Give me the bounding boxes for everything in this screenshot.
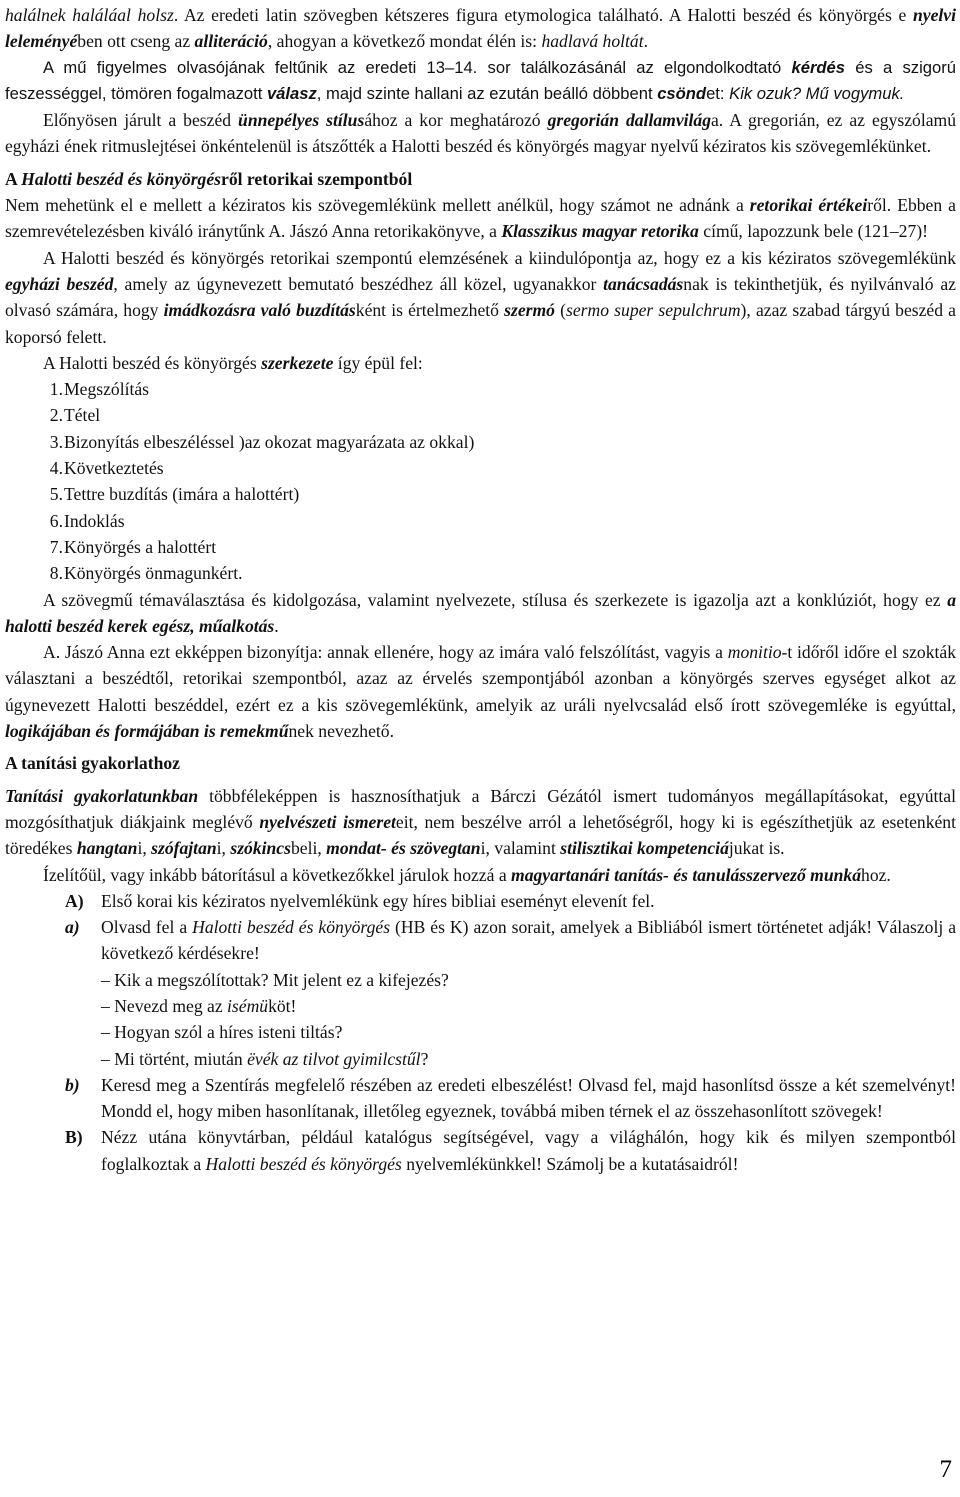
paragraph-teaching-1: Tanítási gyakorlatunkban többféleképpen is hasznosíthatjuk a Bárczi Gézától ismert tudományos megállapításokat, egyúttal mozgósíthatjuk diákjaink meglévő nyelvészeti ismereteit, nem beszélve arról a lehetőségről, hogy ki is egészíthetjük az esetenként töredékes hangtani, szófajtani, szókincsbeli, mondat- és szövegtani, valamint stilisztikai kompetenciájukat is.: [5, 785, 956, 859]
task-a: A) Első korai kis kéziratos nyelvemlékünk egy híres bibliai eseményt elevenít fel.: [5, 888, 956, 914]
question-2: – Nevezd meg az isémüköt!: [101, 995, 297, 1016]
structure-list: [5, 376, 956, 586]
task-b-label: B): [65, 1127, 83, 1148]
section-heading-rhetoric: A Halotti beszéd és könyörgésről retorikai szempontból: [5, 168, 413, 189]
paragraph-teaching-2: Ízelítőül, vagy inkább bátorításul a következőkkel járulok hozzá a magyartanári tanítás- és tanulásszervező munkához.: [43, 864, 891, 885]
paragraph-intro-3: Előnyösen járult a beszéd ünnepélyes stílusához a kor meghatározó gregorián dallamvilága. A gregorián, ez az egyszólamú egyházi ének ritmuslejtései önkéntelenül is átszőtték a Halotti beszéd és könyörgés magyar nyelvű kéziratos kis szövegemlékünket.: [5, 110, 956, 157]
list-item: 4. Következtetés: [49, 458, 164, 479]
list-item: 6. Indoklás: [49, 510, 125, 531]
list-item: 3. Bizonyítás elbeszéléssel )az okozat magyarázata az okkal): [49, 431, 475, 452]
page-number: 7: [939, 1456, 952, 1483]
paragraph-structure-intro: A Halotti beszéd és könyörgés szerkezete így épül fel:: [43, 352, 423, 373]
question-4: – Mi történt, miután ëvék az tilvot gyimilcstűl?: [101, 1048, 429, 1069]
task-a-b: b) Keresd meg a Szentírás megfelelő részében az eredeti elbeszélést! Olvasd fel, majd hasonlítsd össze a két szemelvényt! Mondd el, hogy miben hasonlítanak, illetőleg egyeznek, továbbá miben térnek el az összehasonlított szövegek!: [5, 1072, 956, 1125]
task-a-a-label: a): [65, 917, 80, 938]
list-item: 7. Könyörgés a halottért: [49, 536, 217, 557]
section-heading-teaching: A tanítási gyakorlathoz: [5, 753, 180, 774]
paragraph-jaszo: A. Jászó Anna ezt ekképpen bizonyítja: annak ellenére, hogy az imára való felszólítást, vagyis a monitio-t időről időre el szokták választani a beszédtől, retorikai szempontból, azaz az érvelés szempontjából azonban a könyörgés szerves egységet alkot az úgynevezett Halotti beszéddel, ezért ez a kis szövegemlékünk, amelyik az uráli nyelvcsalád első írott szövegemléke is egyúttal, logikájában és formájában is remekműnek nevezhető.: [5, 642, 956, 742]
question-1: – Kik a megszólítottak? Mit jelent ez a kifejezés?: [101, 969, 449, 990]
paragraph-rhetoric-1: Nem mehetünk el e mellett a kéziratos kis szövegemlékünk mellett anélkül, hogy számot ne adnánk a retorikai értékeiről. Ebben a szemrevételezésben kiváló iránytűnk A. Jászó Anna retorikakönyve, a Klasszikus magyar retorika című, lapozzunk bele (121–27)!: [5, 195, 956, 242]
task-a-label: A): [65, 890, 84, 911]
task-a-b-label: b): [65, 1074, 80, 1095]
list-item: 1. Megszólítás: [49, 379, 150, 400]
list-item: 2. Tétel: [49, 405, 101, 426]
paragraph-conclusion: A szövegmű témaválasztása és kidolgozása, valamint nyelvezete, stílusa és szerkezete is igazolja azt a konklúziót, hogy ez a halotti beszéd kerek egész, műalkotás.: [5, 589, 956, 636]
task-a-a: a) Olvasd fel a Halotti beszéd és könyörgés (HB és K) azon sorait, amelyek a Bibliából ismert történetet adják! Válaszolj a következő kérdésekre!: [5, 914, 956, 967]
task-b: B) Nézz utána könyvtárban, például katalógus segítségével, vagy a világhálón, hogy kik és milyen szempontból foglalkoztak a Halotti beszéd és könyörgés nyelvemlékünkkel! Számolj be a kutatásaidról!: [5, 1124, 956, 1177]
paragraph-rhetoric-2: A Halotti beszéd és könyörgés retorikai szempontú elemzésének a kiindulópontja az, hogy ez a kis kéziratos szövegemlékünk egyházi beszéd, amely az úgynevezett bemutató beszédhez áll közel, ugyanakkor tanácsadásnak is tekinthetjük, és nyilvánvaló az olvasó számára, hogy imádkozásra való buzdításként is értelmezhető szermó (sermo super sepulchrum), azaz szabad tárgyú beszéd a koporsó felett.: [5, 247, 956, 347]
paragraph-intro-2: A mű figyelmes olvasójának feltűnik az eredeti 13–14. sor találkozásánál az elgondolkodtató kérdés és a szigorú feszességgel, tömören fogalmazott válasz, majd szinte hallani az ezután beálló döbbent csöndet: Kik ozuk? Mű vogymuk.: [5, 57, 957, 103]
list-item: 8. Könyörgés önmagunkért.: [49, 563, 243, 584]
paragraph-intro-1: halálnek haláláal holsz. Az eredeti latin szövegben kétszeres figura etymologica található. A Halotti beszéd és könyörgés e nyelvi leleményében ott cseng az alliteráció, ahogyan a következő mondat élén is: hadlavá holtát.: [5, 5, 956, 52]
question-3: – Hogyan szól a híres isteni tiltás?: [101, 1022, 343, 1043]
list-item: 5. Tettre buzdítás (imára a halottért): [49, 484, 300, 505]
